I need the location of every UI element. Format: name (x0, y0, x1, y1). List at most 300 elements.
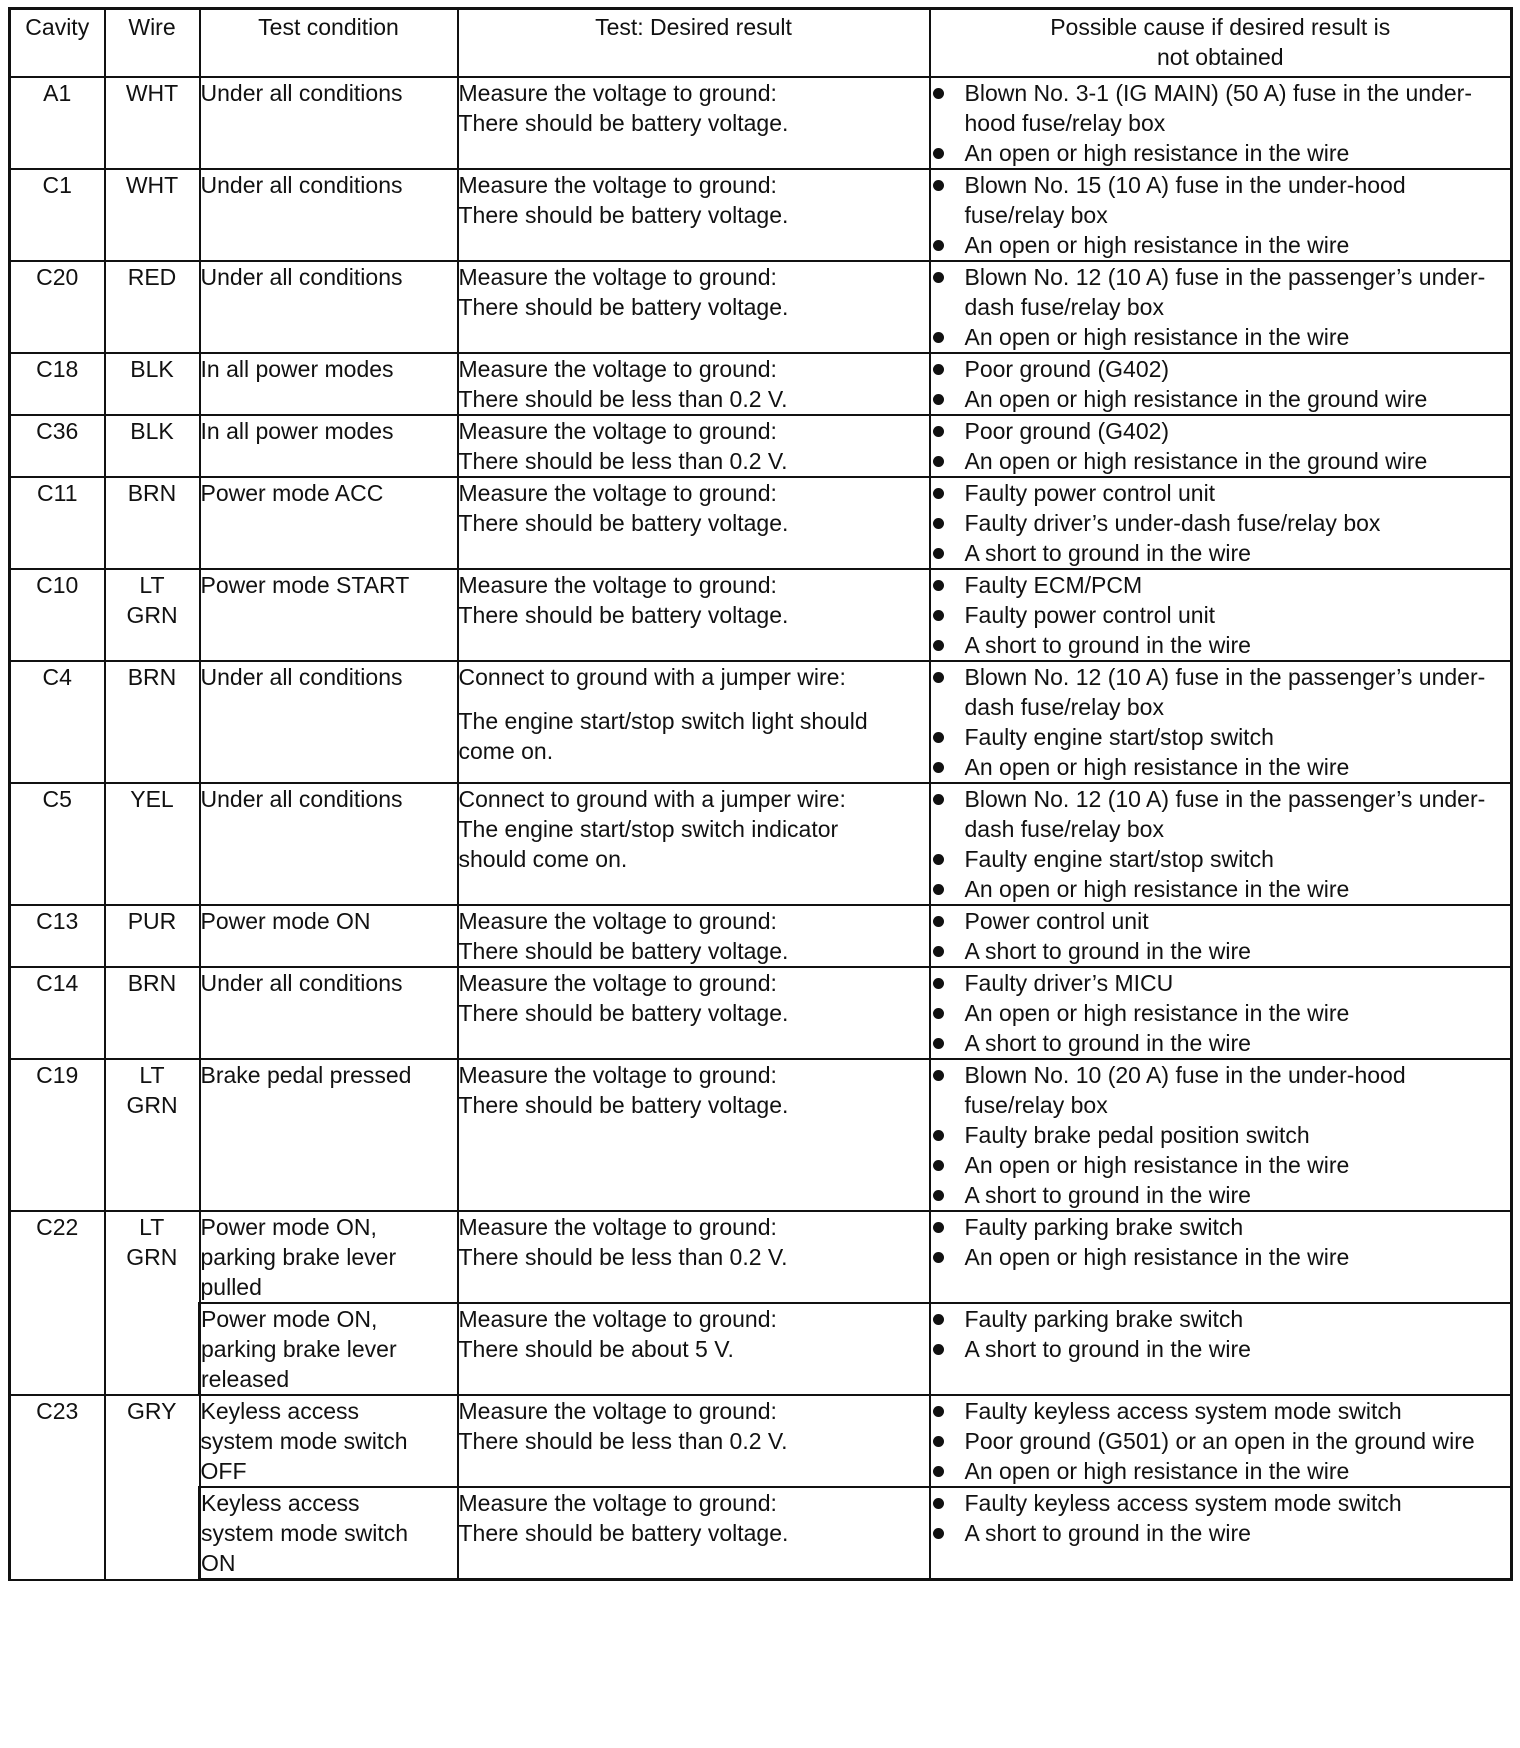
bullet-icon (933, 272, 944, 283)
possible-cause-text: Poor ground (G501) or an open in the ground wire (964, 1428, 1475, 1454)
possible-cause-text: Poor ground (G402) (964, 418, 1170, 444)
possible-cause-cell (930, 569, 1512, 661)
possible-cause-cell (930, 415, 1512, 477)
wire-cell (105, 661, 200, 783)
possible-cause-text: Blown No. 3-1 (IG MAIN) (50 A) fuse in the under-hood fuse/relay box (964, 80, 1472, 136)
desired-result-text: There should be battery voltage. (458, 202, 789, 228)
possible-cause-cell (930, 1303, 1512, 1395)
desired-result-text: Measure the voltage to ground: (458, 1062, 777, 1088)
possible-cause-text: Faulty brake pedal position switch (964, 1122, 1310, 1148)
header-possible-cause (930, 9, 1512, 78)
bullet-icon (933, 88, 944, 99)
test-condition-cell (200, 169, 458, 261)
header-possible-cause-line1: Possible cause if desired result is (1050, 14, 1391, 40)
possible-cause-item (931, 508, 1511, 538)
possible-cause-item (931, 1242, 1511, 1272)
table-row (10, 261, 1512, 353)
desired-result-text: Measure the voltage to ground: (458, 1490, 777, 1516)
test-condition-cell (200, 1059, 458, 1211)
possible-cause-item (931, 354, 1511, 384)
bullet-icon (933, 518, 944, 529)
desired-result-text: Measure the voltage to ground: (458, 970, 777, 996)
cavity-cell: C4 (10, 661, 105, 783)
bullet-icon (933, 1038, 944, 1049)
table-row (10, 569, 1512, 661)
cavity-cell: C23 (10, 1395, 105, 1580)
possible-cause-text: An open or high resistance in the wire (964, 876, 1350, 902)
possible-cause-text: A short to ground in the wire (964, 1030, 1251, 1056)
cavity-cell: C36 (10, 415, 105, 477)
possible-cause-item (931, 630, 1511, 660)
bullet-icon (933, 946, 944, 957)
bullet-icon (933, 1008, 944, 1019)
possible-cause-item (931, 1396, 1511, 1426)
possible-cause-item (931, 784, 1511, 844)
test-condition-text: released (201, 1366, 290, 1392)
possible-cause-text: An open or high resistance in the wire (964, 140, 1350, 166)
possible-cause-text: A short to ground in the wire (964, 938, 1251, 964)
possible-cause-text: An open or high resistance in the wire (964, 324, 1350, 350)
bullet-icon (933, 884, 944, 895)
desired-result-text: There should be battery voltage. (458, 110, 789, 136)
possible-cause-list (931, 1304, 1511, 1364)
desired-result-cell (458, 569, 930, 661)
possible-cause-list (931, 784, 1511, 904)
possible-cause-item (931, 906, 1511, 936)
table-row (10, 353, 1512, 415)
desired-result-text: Measure the voltage to ground: (458, 172, 777, 198)
table-row (10, 905, 1512, 967)
possible-cause-item (931, 1028, 1511, 1058)
test-condition-cell (200, 569, 458, 661)
possible-cause-item (931, 1180, 1511, 1210)
possible-cause-list (931, 662, 1511, 782)
desired-result-text: There should be battery voltage. (458, 938, 789, 964)
desired-result-text: should come on. (458, 846, 628, 872)
possible-cause-item (931, 662, 1511, 722)
desired-result-text: There should be less than 0.2 V. (458, 1428, 788, 1454)
cavity-cell: C5 (10, 783, 105, 905)
desired-result-text: Measure the voltage to ground: (458, 572, 777, 598)
cavity-cell: A1 (10, 77, 105, 169)
bullet-icon (933, 1498, 944, 1509)
possible-cause-text: Faulty ECM/PCM (964, 572, 1143, 598)
test-condition-cell (200, 661, 458, 783)
bullet-icon (933, 916, 944, 927)
possible-cause-text: A short to ground in the wire (964, 1520, 1251, 1546)
desired-result-text: Measure the voltage to ground: (458, 908, 777, 934)
table-row (10, 967, 1512, 1059)
possible-cause-text: Blown No. 12 (10 A) fuse in the passenger’s under-dash fuse/relay box (964, 786, 1486, 842)
possible-cause-item (931, 1456, 1511, 1486)
header-wire: Wire (105, 9, 200, 78)
possible-cause-list (931, 262, 1511, 352)
test-condition-text: Keyless access (200, 1398, 360, 1424)
desired-result-text: Connect to ground with a jumper wire: (458, 786, 846, 812)
wire-color-text: LT (139, 1062, 165, 1088)
diagnostic-table-sheet (8, 7, 1513, 1581)
possible-cause-cell (930, 783, 1512, 905)
test-condition-cell (200, 1487, 458, 1580)
possible-cause-item (931, 1150, 1511, 1180)
possible-cause-text: An open or high resistance in the wire (964, 1458, 1350, 1484)
desired-result-text: Measure the voltage to ground: (458, 264, 777, 290)
test-condition-cell (200, 477, 458, 569)
possible-cause-text: Blown No. 15 (10 A) fuse in the under-hood fuse/relay box (964, 172, 1406, 228)
bullet-icon (933, 1436, 944, 1447)
test-condition-text: Under all conditions (200, 264, 403, 290)
test-condition-text: ON (201, 1550, 236, 1576)
possible-cause-list (931, 478, 1511, 568)
possible-cause-text: A short to ground in the wire (964, 1182, 1251, 1208)
possible-cause-item (931, 936, 1511, 966)
wire-color-text: BLK (130, 356, 174, 382)
wire-cell (105, 169, 200, 261)
possible-cause-item (931, 170, 1511, 230)
possible-cause-text: A short to ground in the wire (964, 632, 1251, 658)
bullet-icon (933, 1070, 944, 1081)
desired-result-cell (458, 77, 930, 169)
test-condition-text: system mode switch (200, 1428, 408, 1454)
wire-cell (105, 905, 200, 967)
test-condition-cell (200, 967, 458, 1059)
bullet-icon (933, 1190, 944, 1201)
possible-cause-list (931, 968, 1511, 1058)
desired-result-cell (458, 967, 930, 1059)
bullet-icon (933, 672, 944, 683)
test-condition-cell (200, 261, 458, 353)
possible-cause-item (931, 1334, 1511, 1364)
test-condition-text: Under all conditions (200, 80, 403, 106)
header-row (10, 9, 1512, 78)
wire-cell (105, 261, 200, 353)
wire-color-text: GRY (127, 1398, 177, 1424)
possible-cause-item (931, 570, 1511, 600)
wire-color-text: LT (139, 572, 165, 598)
wire-color-text: WHT (125, 172, 179, 198)
desired-result-text: Measure the voltage to ground: (458, 356, 777, 382)
bullet-icon (933, 548, 944, 559)
wire-cell (105, 477, 200, 569)
cavity-cell: C11 (10, 477, 105, 569)
bullet-icon (933, 180, 944, 191)
possible-cause-cell (930, 353, 1512, 415)
wire-cell (105, 1211, 200, 1395)
bullet-icon (933, 1528, 944, 1539)
cavity-cell: C19 (10, 1059, 105, 1211)
test-condition-text: Power mode START (200, 572, 410, 598)
test-condition-text: Power mode ON, (200, 1214, 377, 1240)
possible-cause-text: An open or high resistance in the wire (964, 1244, 1350, 1270)
test-condition-cell (200, 783, 458, 905)
test-condition-text: pulled (200, 1274, 262, 1300)
cavity-cell: C13 (10, 905, 105, 967)
possible-cause-cell (930, 1059, 1512, 1211)
bullet-icon (933, 978, 944, 989)
desired-result-cell (458, 1303, 930, 1395)
table-row (10, 1211, 1512, 1303)
possible-cause-text: Faulty driver’s MICU (964, 970, 1174, 996)
desired-result-cell (458, 783, 930, 905)
possible-cause-item (931, 1212, 1511, 1242)
bullet-icon (933, 580, 944, 591)
wire-color-text: PUR (127, 908, 177, 934)
possible-cause-item (931, 322, 1511, 352)
table-row (10, 783, 1512, 905)
wire-cell (105, 967, 200, 1059)
possible-cause-text: Power control unit (964, 908, 1149, 934)
possible-cause-text: Faulty driver’s under-dash fuse/relay box (964, 510, 1381, 536)
bullet-icon (933, 854, 944, 865)
desired-result-text: Measure the voltage to ground: (458, 418, 777, 444)
desired-result-cell (458, 905, 930, 967)
table-row (10, 661, 1512, 783)
desired-result-text: There should be battery voltage. (458, 1520, 789, 1546)
bullet-icon (933, 1314, 944, 1325)
desired-result-cell (458, 1487, 930, 1580)
wire-cell (105, 1059, 200, 1211)
desired-result-text: There should be battery voltage. (458, 1000, 789, 1026)
possible-cause-text: Faulty parking brake switch (964, 1214, 1244, 1240)
table-row (10, 1487, 1512, 1580)
bullet-icon (933, 1130, 944, 1141)
table-row (10, 1303, 1512, 1395)
bullet-icon (933, 732, 944, 743)
paragraph-gap (459, 692, 929, 706)
possible-cause-text: Blown No. 12 (10 A) fuse in the passenger’s under-dash fuse/relay box (964, 664, 1486, 720)
table-row (10, 1395, 1512, 1487)
test-condition-text: Under all conditions (200, 970, 403, 996)
possible-cause-text: An open or high resistance in the wire (964, 1000, 1350, 1026)
bullet-icon (933, 762, 944, 773)
wire-cell (105, 77, 200, 169)
desired-result-cell (458, 661, 930, 783)
possible-cause-list (931, 1060, 1511, 1210)
desired-result-text: Measure the voltage to ground: (458, 1214, 777, 1240)
cavity-cell: C22 (10, 1211, 105, 1395)
test-condition-text: In all power modes (200, 418, 394, 444)
test-condition-text: Keyless access (201, 1490, 360, 1516)
possible-cause-list (931, 170, 1511, 260)
possible-cause-text: Faulty engine start/stop switch (964, 846, 1274, 872)
possible-cause-text: An open or high resistance in the ground wire (964, 448, 1428, 474)
table-row (10, 477, 1512, 569)
possible-cause-item (931, 844, 1511, 874)
wire-color-text: YEL (130, 786, 174, 812)
test-condition-text: Under all conditions (200, 786, 403, 812)
possible-cause-cell (930, 1211, 1512, 1303)
possible-cause-item (931, 874, 1511, 904)
possible-cause-list (931, 78, 1511, 168)
desired-result-cell (458, 415, 930, 477)
desired-result-text: There should be less than 0.2 V. (458, 386, 788, 412)
bullet-icon (933, 610, 944, 621)
wire-color-text: WHT (125, 80, 179, 106)
possible-cause-item (931, 230, 1511, 260)
desired-result-text: There should be less than 0.2 V. (458, 448, 788, 474)
desired-result-text: Measure the voltage to ground: (458, 80, 777, 106)
cavity-cell: C20 (10, 261, 105, 353)
possible-cause-list (931, 416, 1511, 476)
header-possible-cause-line2: not obtained (1156, 44, 1284, 70)
bullet-icon (933, 394, 944, 405)
desired-result-text: The engine start/stop switch indicator (458, 816, 839, 842)
possible-cause-text: A short to ground in the wire (964, 1336, 1251, 1362)
desired-result-text: There should be less than 0.2 V. (458, 1244, 788, 1270)
possible-cause-list (931, 1212, 1511, 1272)
table-row (10, 77, 1512, 169)
test-condition-text: OFF (200, 1458, 247, 1484)
header-desired-result: Test: Desired result (458, 9, 930, 78)
wire-color-text: GRN (126, 602, 178, 628)
test-condition-cell (200, 353, 458, 415)
wire-color-text: GRN (126, 1092, 178, 1118)
possible-cause-item (931, 384, 1511, 414)
desired-result-cell (458, 477, 930, 569)
possible-cause-list (931, 570, 1511, 660)
desired-result-cell (458, 261, 930, 353)
test-condition-cell (200, 905, 458, 967)
possible-cause-text: An open or high resistance in the wire (964, 754, 1350, 780)
wire-cell (105, 1395, 200, 1580)
possible-cause-item (931, 998, 1511, 1028)
test-condition-text: parking brake lever (201, 1336, 397, 1362)
possible-cause-list (931, 1488, 1511, 1548)
wire-color-text: RED (127, 264, 177, 290)
possible-cause-text: An open or high resistance in the wire (964, 1152, 1350, 1178)
possible-cause-cell (930, 261, 1512, 353)
test-condition-text: Under all conditions (200, 172, 403, 198)
bullet-icon (933, 364, 944, 375)
desired-result-text: There should be battery voltage. (458, 510, 789, 536)
desired-result-text: There should be battery voltage. (458, 1092, 789, 1118)
test-condition-text: parking brake lever (200, 1244, 397, 1270)
desired-result-text: The engine start/stop switch light should (458, 708, 868, 734)
wire-color-text: BRN (127, 664, 177, 690)
desired-result-cell (458, 1211, 930, 1303)
possible-cause-item (931, 752, 1511, 782)
test-condition-cell (200, 1395, 458, 1487)
wire-cell (105, 353, 200, 415)
wire-color-text: LT (139, 1214, 165, 1240)
possible-cause-cell (930, 661, 1512, 783)
test-condition-cell (200, 415, 458, 477)
bullet-icon (933, 488, 944, 499)
desired-result-cell (458, 1059, 930, 1211)
test-condition-cell (200, 1211, 458, 1303)
possible-cause-text: Faulty engine start/stop switch (964, 724, 1274, 750)
possible-cause-list (931, 906, 1511, 966)
bullet-icon (933, 148, 944, 159)
possible-cause-cell (930, 905, 1512, 967)
possible-cause-item (931, 138, 1511, 168)
possible-cause-cell (930, 1395, 1512, 1487)
possible-cause-item (931, 968, 1511, 998)
desired-result-cell (458, 1395, 930, 1487)
desired-result-text: Connect to ground with a jumper wire: (458, 664, 846, 690)
bullet-icon (933, 794, 944, 805)
cavity-cell: C18 (10, 353, 105, 415)
wire-color-text: BLK (130, 418, 174, 444)
header-cavity: Cavity (10, 9, 105, 78)
possible-cause-text: Faulty parking brake switch (964, 1306, 1244, 1332)
possible-cause-item (931, 262, 1511, 322)
test-condition-text: Brake pedal pressed (200, 1062, 412, 1088)
desired-result-text: Measure the voltage to ground: (458, 480, 777, 506)
header-test-condition: Test condition (200, 9, 458, 78)
bullet-icon (933, 332, 944, 343)
wire-cell (105, 415, 200, 477)
possible-cause-item (931, 446, 1511, 476)
bullet-icon (933, 1406, 944, 1417)
possible-cause-cell (930, 169, 1512, 261)
possible-cause-text: Faulty keyless access system mode switch (964, 1490, 1402, 1516)
possible-cause-list (931, 1396, 1511, 1486)
possible-cause-item (931, 1426, 1511, 1456)
cavity-cell: C10 (10, 569, 105, 661)
bullet-icon (933, 456, 944, 467)
wire-cell (105, 783, 200, 905)
possible-cause-text: Faulty power control unit (964, 602, 1216, 628)
bullet-icon (933, 240, 944, 251)
possible-cause-item (931, 1060, 1511, 1120)
possible-cause-item (931, 1488, 1511, 1518)
possible-cause-item (931, 722, 1511, 752)
possible-cause-text: A short to ground in the wire (964, 540, 1251, 566)
table-row (10, 415, 1512, 477)
possible-cause-cell (930, 967, 1512, 1059)
possible-cause-text: Faulty keyless access system mode switch (964, 1398, 1402, 1424)
table-row (10, 1059, 1512, 1211)
wire-color-text: BRN (127, 480, 177, 506)
table-row (10, 169, 1512, 261)
possible-cause-item (931, 1304, 1511, 1334)
possible-cause-item (931, 416, 1511, 446)
bullet-icon (933, 1222, 944, 1233)
test-condition-cell (200, 77, 458, 169)
bullet-icon (933, 640, 944, 651)
cavity-cell: C14 (10, 967, 105, 1059)
possible-cause-item (931, 478, 1511, 508)
possible-cause-text: An open or high resistance in the wire (964, 232, 1350, 258)
desired-result-text: There should be about 5 V. (458, 1336, 734, 1362)
test-condition-text: Under all conditions (200, 664, 403, 690)
bullet-icon (933, 1160, 944, 1171)
bullet-icon (933, 426, 944, 437)
test-condition-text: Power mode ON (200, 908, 371, 934)
possible-cause-item (931, 78, 1511, 138)
possible-cause-item (931, 1518, 1511, 1548)
possible-cause-text: Faulty power control unit (964, 480, 1216, 506)
test-condition-text: system mode switch (201, 1520, 409, 1546)
desired-result-text: Measure the voltage to ground: (458, 1306, 777, 1332)
possible-cause-text: Blown No. 12 (10 A) fuse in the passenger’s under-dash fuse/relay box (964, 264, 1486, 320)
wire-color-text: GRN (126, 1244, 178, 1270)
bullet-icon (933, 1466, 944, 1477)
possible-cause-text: Poor ground (G402) (964, 356, 1170, 382)
connector-test-table (8, 7, 1513, 1581)
test-condition-text: Power mode ON, (201, 1306, 378, 1332)
cavity-cell: C1 (10, 169, 105, 261)
bullet-icon (933, 1344, 944, 1355)
possible-cause-text: An open or high resistance in the ground wire (964, 386, 1428, 412)
possible-cause-item (931, 538, 1511, 568)
possible-cause-item (931, 1120, 1511, 1150)
wire-color-text: BRN (127, 970, 177, 996)
possible-cause-cell (930, 1487, 1512, 1580)
possible-cause-cell (930, 77, 1512, 169)
desired-result-cell (458, 169, 930, 261)
